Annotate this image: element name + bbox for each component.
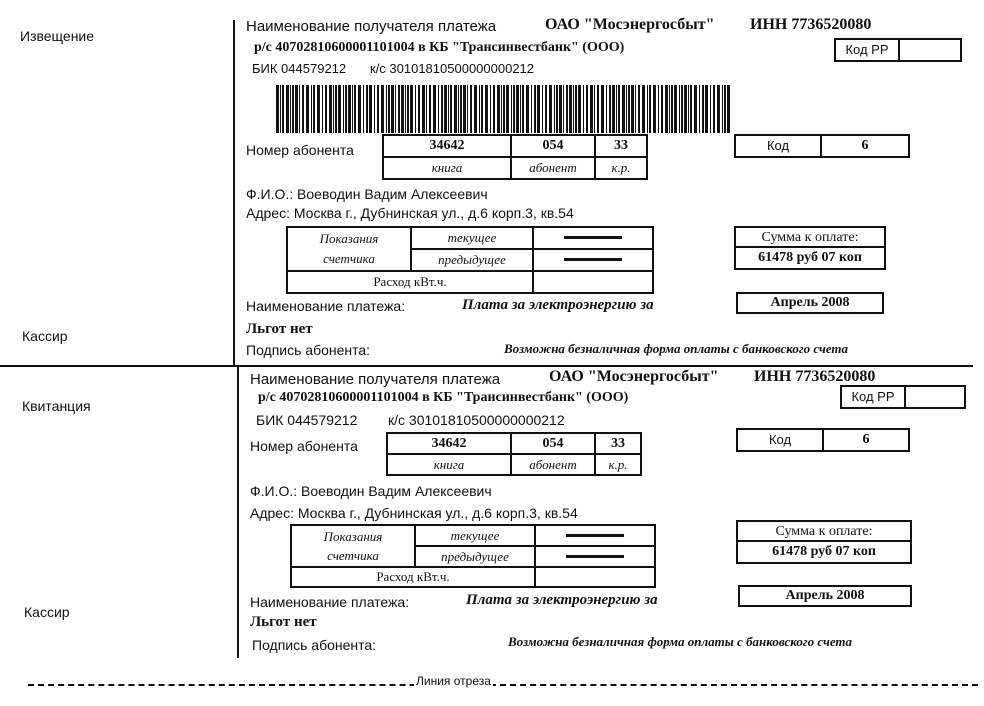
barcode-bar [474,85,477,133]
barcode-bar [628,85,630,133]
payment-name-label: Наименование платежа: [250,594,410,610]
barcode-bar [699,85,700,133]
payment-name-label: Наименование платежа: [246,298,406,314]
barcode-bar [710,85,711,133]
kod-rr-box [834,38,962,62]
barcode-bar [537,85,540,133]
barcode-bar [618,85,620,133]
barcode-bar [554,85,555,133]
barcode-bar [694,85,697,133]
subscriber-value: 054 [512,434,596,455]
current-label: текущее [412,228,534,250]
barcode-bar [513,85,515,133]
inn: ИНН 7736520080 [754,368,876,385]
barcode-bar [433,85,436,133]
barcode-bar [622,85,625,133]
barcode-bar [669,85,670,133]
barcode-bar [549,85,552,133]
consumption-label: Расход кВт.ч. [288,272,534,292]
current-value [534,228,652,250]
barcode-bar [638,85,640,133]
barcode-bar [448,85,449,133]
barcode-bar [311,85,312,133]
barcode-bar [573,85,574,133]
barcode-bar [647,85,648,133]
recipient-label: Наименование получателя платежа [250,371,501,388]
barcode-bar [583,85,584,133]
barcode-bar [653,85,656,133]
barcode-bar [444,85,447,133]
barcode-bar [454,85,457,133]
barcode-bar [395,85,396,133]
barcode-bar [338,85,341,133]
barcode-bar [398,85,400,133]
amount-label: Сумма к оплате: [738,522,910,542]
barcode-bar [616,85,617,133]
barcode-bar [345,85,347,133]
barcode-bar [490,85,491,133]
barcode-bar [520,85,521,133]
barcode-bar [665,85,668,133]
ks: к/с 30101810500000000212 [370,61,535,76]
barcode-bar [354,85,356,133]
address: Адрес: Москва г., Дубнинская ул., д.6 корп.3, кв.54 [250,505,578,521]
kr-label: к.р. [608,457,628,472]
subscriber-sub-label: абонент [512,158,596,178]
barcode-bar [511,85,512,133]
meter-label-line2: счетчика [323,251,375,266]
book-label: книга [384,158,512,178]
cashier-label-top: Кассир [22,328,68,344]
barcode-bar [609,85,611,133]
kod-box [734,134,910,158]
barcode-bar [295,85,298,133]
barcode-bar [606,85,607,133]
barcode-bar [642,85,645,133]
barcode-bar [501,85,502,133]
barcode-bar [522,85,524,133]
meter-table [286,226,654,294]
barcode-bar [705,85,708,133]
barcode-bar [450,85,452,133]
barcode-bar [671,85,673,133]
barcode-bar [556,85,558,133]
notice-label: Извещение [20,28,95,44]
benefits: Льгот нет [250,614,317,630]
barcode-bar [481,85,483,133]
cashless-note: Возможна безналичная форма оплаты с банковского счета [504,341,849,356]
recipient-label: Наименование получателя платежа [246,18,497,35]
amount-box [734,226,886,270]
kr-value: 33 [596,434,640,455]
cashless-note: Возможна безналичная форма оплаты с банковского счета [508,634,853,649]
kod-value: 6 [861,138,869,153]
recipient-name: ОАО "Мосэнергосбыт" [545,16,715,33]
recipient-name: ОАО "Мосэнергосбыт" [549,368,719,385]
barcode-bar [635,85,636,133]
barcode-bar [306,85,309,133]
barcode-bar [463,85,466,133]
amount-label: Сумма к оплате: [736,228,884,248]
barcode-bar [388,85,390,133]
barcode-bar [542,85,543,133]
address: Адрес: Москва г., Дубнинская ул., д.6 корп.3, кв.54 [246,205,574,221]
cut-line-label: Линия отреза [416,674,491,688]
barcode-bar [649,85,651,133]
vertical-divider-bottom [237,366,239,658]
barcode-bar [506,85,509,133]
previous-value [536,547,654,568]
previous-label: предыдущее [412,250,534,272]
barcode-bar [391,85,394,133]
barcode-bar [497,85,500,133]
barcode-bar [302,85,304,133]
barcode-bar [661,85,663,133]
barcode-bar [626,85,627,133]
kod-rr-value [906,387,964,407]
barcode-bar [366,85,368,133]
cut-line [28,684,978,686]
barcode-bar [429,85,431,133]
barcode-bar [503,85,505,133]
barcode-bar [702,85,704,133]
barcode-bar [422,85,425,133]
benefits: Льгот нет [246,321,313,337]
barcode-bar [722,85,723,133]
barcode-bar [612,85,615,133]
barcode-bar [493,85,495,133]
payment-description: Плата за электроэнергию за [462,297,654,313]
barcode-bar [684,85,687,133]
kod-rr-box [840,385,966,409]
barcode-bar [441,85,443,133]
meter-label [288,228,412,272]
barcode-bar [563,85,564,133]
period-box: Апрель 2008 [738,585,912,607]
bik: БИК 044579212 [252,61,347,76]
kod-rr-label: Код РР [842,387,906,407]
kod-rr-value [900,40,960,60]
book-label: книга [388,455,512,474]
barcode-bar [717,85,720,133]
barcode-bar [325,85,327,133]
barcode-bar [438,85,439,133]
vertical-divider-top [233,20,235,366]
barcode-bar [460,85,462,133]
barcode-bar [381,85,384,133]
barcode-bar [485,85,488,133]
meter-label-line2: счетчика [327,548,379,563]
meter-label [292,526,416,568]
barcode-bar [343,85,344,133]
amount-value: 61478 руб 07 коп [772,544,876,559]
barcode-bar [590,85,593,133]
section-divider [0,365,973,367]
barcode-bar [374,85,375,133]
subscriber-number-label: Номер абонента [250,438,358,454]
barcode-bar [467,85,468,133]
barcode-bar [559,85,562,133]
signature-label: Подпись абонента: [252,637,377,653]
subscriber-number-table [386,432,642,476]
kr-value: 33 [596,136,646,158]
barcode-bar [724,85,726,133]
barcode-bar [292,85,294,133]
barcode-bar [322,85,323,133]
kod-box [736,428,910,452]
previous-label: предыдущее [416,547,536,568]
previous-value [534,250,652,272]
barcode-bar [276,85,279,133]
barcode-bar [679,85,680,133]
book-value: 34642 [388,434,512,455]
barcode-bar [526,85,529,133]
kod-value: 6 [862,432,870,447]
ks: к/с 30101810500000000212 [388,412,565,428]
barcode-bar [363,85,364,133]
period-box: Апрель 2008 [736,292,884,314]
barcode-bar [681,85,683,133]
kod-label: Код [738,430,824,450]
subscriber-value: 054 [512,136,596,158]
barcode-bar [407,85,409,133]
subscriber-sub-label: абонент [512,455,596,474]
barcode-bar [658,85,659,133]
barcode-bar [688,85,689,133]
barcode-bar [575,85,577,133]
payment-description: Плата за электроэнергию за [466,592,658,608]
signature-label: Подпись абонента: [246,342,371,358]
barcode-bar [569,85,572,133]
barcode-bar [415,85,416,133]
barcode-bar [727,85,730,133]
fio: Ф.И.О.: Воеводин Вадим Алексеевич [250,483,492,499]
barcode-bar [410,85,413,133]
barcode-bar [470,85,472,133]
barcode-bar [386,85,387,133]
account-line: р/с 40702810600001101004 в КБ "Трансинвестбанк" (ООО) [258,390,629,405]
barcode-bar [674,85,677,133]
barcode-bar [299,85,300,133]
inn: ИНН 7736520080 [750,16,872,33]
receipt-label: Квитанция [22,398,91,414]
barcode-bar [479,85,480,133]
meter-label-line1: Показания [323,529,383,544]
barcode-bar [290,85,291,133]
barcode-bar [594,85,595,133]
kod-rr-label: Код РР [836,40,900,60]
barcode-bar [516,85,519,133]
barcode-bar [377,85,379,133]
meter-table [290,524,656,588]
barcode-bar [282,85,284,133]
bik: БИК 044579212 [256,412,358,428]
barcode-bar [335,85,337,133]
current-label: текущее [416,526,536,547]
barcode-bar [631,85,634,133]
current-value [536,526,654,547]
barcode-bar [313,85,315,133]
barcode-bar [352,85,353,133]
barcode-bar [329,85,332,133]
barcode-bar [534,85,536,133]
barcode-bar [578,85,581,133]
barcode-bar [369,85,372,133]
barcode-bar [286,85,289,133]
barcode [276,85,736,133]
barcode-bar [405,85,406,133]
barcode-bar [601,85,604,133]
subscriber-number-table [382,134,648,180]
barcode-bar [458,85,459,133]
barcode-bar [586,85,588,133]
meter-label-line1: Показания [319,231,379,246]
barcode-bar [348,85,351,133]
fio: Ф.И.О.: Воеводин Вадим Алексеевич [246,186,488,202]
barcode-bar [333,85,334,133]
consumption-label: Расход кВт.ч. [292,568,536,586]
barcode-bar [426,85,427,133]
amount-value: 61478 руб 07 коп [758,250,862,265]
amount-box [736,520,912,564]
barcode-bar [545,85,547,133]
barcode-bar [531,85,532,133]
cashier-label-bottom: Кассир [24,604,70,620]
subscriber-number-label: Номер абонента [246,142,354,158]
book-value: 34642 [384,136,512,158]
barcode-bar [713,85,715,133]
barcode-bar [401,85,404,133]
kr-label: к.р. [611,160,631,175]
barcode-bar [418,85,420,133]
consumption-value [536,568,654,586]
account-line: р/с 40702810600001101004 в КБ "Трансинвестбанк" (ООО) [254,40,625,55]
barcode-bar [358,85,361,133]
kod-label: Код [736,136,822,156]
barcode-bar [597,85,599,133]
barcode-bar [690,85,692,133]
barcode-bar [317,85,320,133]
consumption-value [534,272,652,292]
barcode-bar [280,85,281,133]
barcode-bar [566,85,568,133]
